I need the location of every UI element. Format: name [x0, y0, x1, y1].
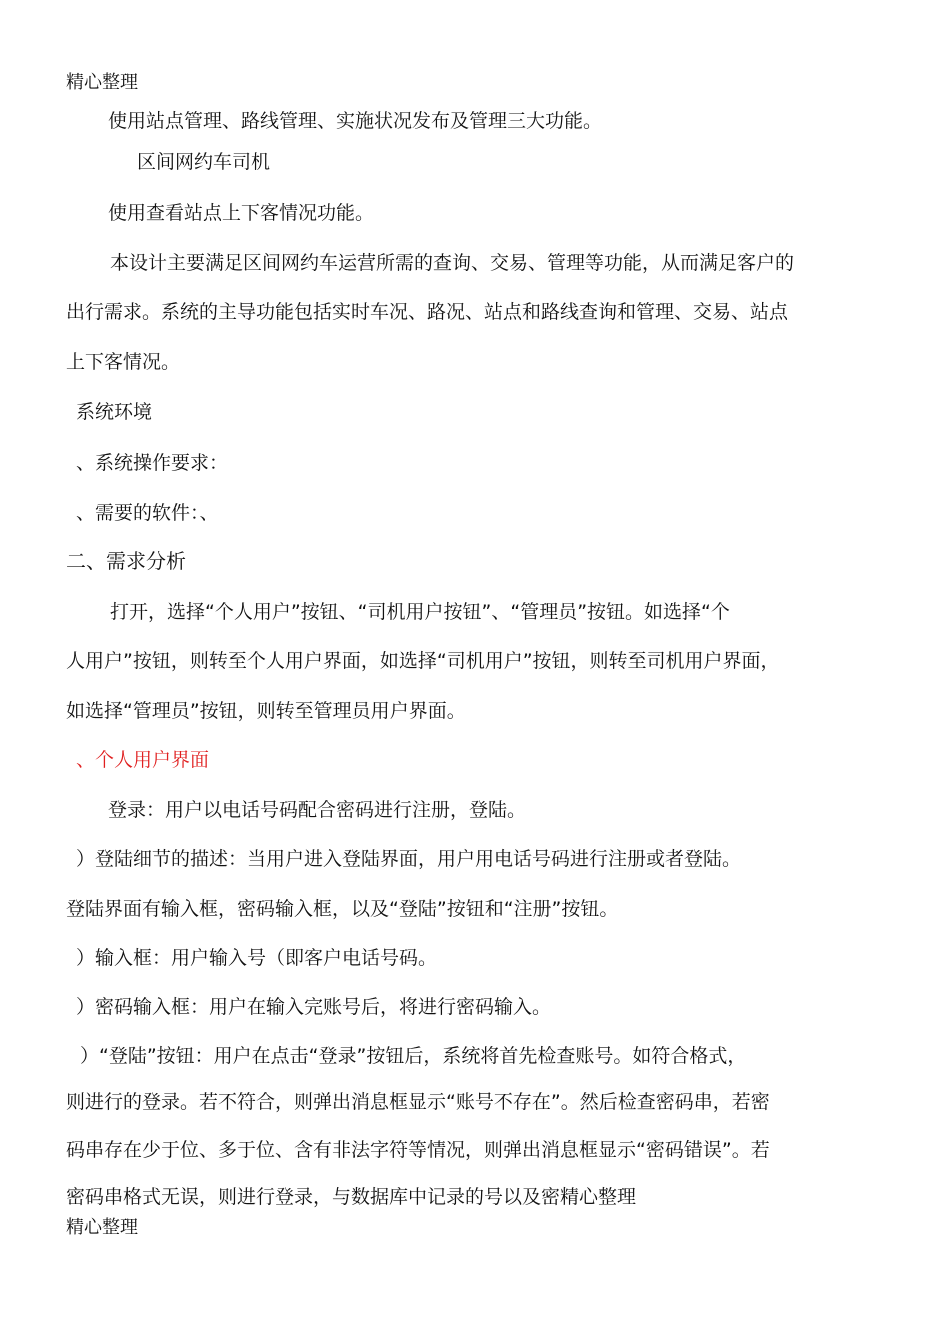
text-line: 上下客情况。 [66, 351, 181, 373]
text-line: 登陆界面有输入框，密码输入框，以及“登陆”按钮和“注册”按钮。 [66, 898, 619, 920]
page-footer: 精心整理 [66, 1217, 138, 1238]
section-heading: 系统环境 [76, 401, 153, 423]
text-line: 如选择“管理员”按钮，则转至管理员用户界面。 [66, 700, 466, 722]
text-line: 、需要的软件：、 [76, 502, 219, 524]
text-line: ）密码输入框：用户在输入完账号后，将进行密码输入。 [76, 996, 552, 1018]
text-line: 、系统操作要求： [76, 452, 229, 474]
text-line: 密码串格式无误，则进行登录，与数据库中记录的号以及密精心整理 [66, 1186, 637, 1208]
text-line: 使用查看站点上下客情况功能。 [108, 202, 375, 224]
text-line: 出行需求。系统的主导功能包括实时车况、路况、站点和路线查询和管理、交易、站点 [66, 301, 789, 323]
text-line: 本设计主要满足区间网约车运营所需的查询、交易、管理等功能，从而满足客户的 [110, 252, 795, 274]
text-line: ）登陆细节的描述：当用户进入登陆界面，用户用电话号码进行注册或者登陆。 [76, 848, 742, 870]
text-line: 区间网约车司机 [137, 151, 271, 173]
page-header: 精心整理 [66, 72, 138, 93]
text-line: 登录：用户以电话号码配合密码进行注册，登陆。 [108, 799, 527, 821]
chapter-heading: 二、需求分析 [66, 549, 186, 573]
text-line: ）输入框：用户输入号（即客户电话号码。 [76, 947, 438, 969]
text-line: 则进行的登录。若不符合，则弹出消息框显示“账号不存在”。然后检查密码串，若密 [66, 1091, 770, 1113]
text-line: ）“登陆”按钮：用户在点击“登录”按钮后，系统将首先检查账号。如符合格式， [80, 1045, 747, 1067]
text-line: 人用户”按钮，则转至个人用户界面，如选择“司机用户”按钮，则转至司机用户界面， [66, 650, 780, 672]
subsection-heading: 、个人用户界面 [76, 749, 210, 771]
text-line: 使用站点管理、路线管理、实施状况发布及管理三大功能。 [108, 110, 603, 132]
text-line: 打开，选择“个人用户”按钮、“司机用户按钮”、“管理员”按钮。如选择“个 [110, 601, 730, 623]
text-line: 码串存在少于位、多于位、含有非法字符等情况，则弹出消息框显示“密码错误”。若 [66, 1139, 770, 1161]
